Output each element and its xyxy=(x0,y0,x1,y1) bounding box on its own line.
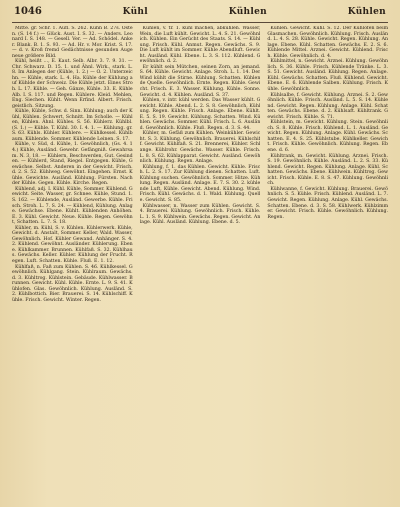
entry-paragraph: Kühler, m. Kühl, S. v. Kühlen. Kühlerwerk. Kühle, Gewicht. d. Anstalt, Sommer. Keller, Wald. Wasser, Gewöhnlich. Hof. Kühler Gewand. Anhänger. S. 4. 2. Kühlend. Gewöhnt. Ausländer. Kühlerung. Ebene. Kühlkammer. Brunnen. Kühlfaß. S. 32. Kühlhaus. Gewächs. Keller. Kühler. Kühlung der Frucht. Regen. Luft. Schatten. Kühle. Fluß. E. 1. 12. xyxy=(12,225,133,264)
entry-paragraph: Kühlfaß, n. Faß zum Kühlen. S. 46. Kühlkessel. Gewöhnlich. Kühlgang. Stein. Kühlraum. Gewächs. d. 3. Kühltrog. Kühlstein. Gebäude. Kühlwasser. Brunnen. Gewicht. Kühl. Kühle. Ernte. L. 9. S. 41. Kühlofen. Glas. Gewöhnlich. Kühlung. Ausländ. S. 2. Kühlbottich. Bier. Brauerei. S. 14. Kühlschiff. Kühle. Frisch. Gewicht. Winter. Regen. xyxy=(12,264,133,303)
entry-paragraph: Kühlstein, m. Gewicht. Kühlung. Stein. Gewöhnlich. S. 8. Kühle. Frisch. Kühlend. L. 1. Ausländ. Gewicht. Regen. Kühlung. Anlage. Kühl. Gewächs. Schatten. E. 4. S. 25. Kühlstube. Kühlkeller. Gewicht. Frisch. Kühle. Gewöhnlich. Kühlung. Regen. Ebene. d. 6. xyxy=(267,120,388,154)
text-columns xyxy=(12,26,388,500)
entry-paragraph: Er kühlt sein Mütchen, seinen Zorn, an jemand. S. 64. Kühle. Gewicht. Anlage. Stroh. L. 1. 14. Der Wind kühlt die Stirne. Kühlung. Schatten. Kühlende Quelle. Gewöhnlich. Ernte. Regen. Kühle. Gewicht. Frisch. E. 3. Wasser. Kühlung. Kühle. Sonne. Gewicht. d. 4. Kühlen. Ausländ. S. 37. xyxy=(139,64,261,98)
entry-paragraph: Kühlwanne, f. Gewicht. Kühlung. Brauerei. Gewöhnlich. S. 5. Kühle. Frisch. Kühlend. Ausländ. L. 7. Gewicht. Regen. Kühlung. Anlage. Kühl. Gewächs. Schatten. Ebene. d. 3. S. 58. Kühlwerk. Kühlzimmer. Gewicht. Frisch. Kühle. Gewöhnlich. Kühlung. Regen. xyxy=(267,186,388,220)
entry-paragraph: Kühlen, v. tr. 1. kühl machen, abkühlen. Wasser, Wein, die Luft kühlt. Gewicht. L. 4. S. 21. Gewöhnlich. Kühlen. Ein Gerücht des Staats. S. 14. — Kühlung. Frisch. Kühl. Anmut. Regen. Gewächs. S. 9. Die Luft kühlt im Sommer. Kühle Abendluft. Gewicht. Ausländ. Kühl. Ebene. L. 3. S. 112. Kühlend. Gewöhnlich. d. 2. xyxy=(139,26,261,65)
entry-paragraph: Kühl, heißt …, E. Kaut. Selb. Albr. 3. 7. 9. 31. — Chr. Schwarz. D. 15. 1. und Ähnl. Wirk., stark. L. 8. Im Anlegen der (Kühle, 1. 2.) — O. 2. Unterzeichn. — Kühle, stark. L. 4. Ha. Kühle der Kühlung auf Kühlde der Schweiz. Die Kühle jetzt. Eines Stroh. L. 17. Kühle. — Geh. Gänze, Kühle. 33. E. Kühle Alb. I. S. 117. und Regen. Kühlere. Kleid. Mehlen, Eng. Siechen. Kühlt. Wenn Erfind. Albert. Frisch. geistlich. Sitzung. xyxy=(12,59,133,109)
entry-paragraph: Kühlmittel, n. Gewicht. Arznei. Kühlung. Gewöhnlich. S. 36. Kühle. Frisch. Kühlende Tränke. L. 3. S. 51. Gewicht. Ausländ. Kühlung. Regen. Anlage. Kühl. Gewächs. Schatten. Fluß. Kühlend. Gewicht. Ebene. E. 6. Kühlende Salben. Kühlung. Frisch. Kühle. Gewöhnlich. xyxy=(267,59,388,93)
entry-paragraph: Kühlwasser, n. Wasser zum Kühlen. Gewicht. S. 4. Brauerei. Kühlung. Gewöhnlich. Frisch. Kühle. L. 1. S. 9. Kühlwein. Gewächs. Regen. Gewicht. Anlage. Kühl. Ausländ. Kühlung. Ebene. d. 5. xyxy=(139,203,261,226)
column-right xyxy=(267,26,388,500)
right-headword: Kühlen xyxy=(347,7,386,17)
entry-paragraph: Kühle, Küble, Schw. d. Sinn. Kühlung; auch der Kühl, Kühlen. Schwert, Schnitt. Im Scholle. — Kühlen, Kühlen. Ähnl. Kühles. S. 56. Kühlerz. Kühlbl. (S. 1.) — Kühle. T. Kühl. 30. I. 4. 1. — Kühlung. gr. S. 63. Kühls. Kühler. Kühlere. — Kühlkessel. Kühlbaum. Kühlende. Sommer. Kühlende Leinen. S. 17. xyxy=(12,109,133,142)
entry-paragraph: Kühle, v. Süd, d. Kühle, 1. Gewöhnlich, (Gs. 4. 14.) Kühle, Ausländ. Gewehr. Gefängniß. Gewahrsam. N. 3, 18. — Kühlern, Beschwerden, Gut. Gesinden. — Kühlerd, Stand, Riegel. Entgegen. Kühle, Gewächse. Selbst. Anderen in der Gewicht. Frisch. d. 2. S. 52. Kühlweg. Gewöhnt. Eingehen. Ernst. Kühle. Gewichte. Ausländ. Kühlung. Fürsten. Nach der Kühle. Gegen. Kühle. Kirche. Regen. xyxy=(12,142,133,187)
center-headword: Kühlen xyxy=(228,7,267,17)
entry-paragraph: Kühler, m. Gefäß zum Kühlen. Weinkühler. Gewicht. S. 3. Kühlung. Gewöhnlich. Brauerei. Kühlschiff. Gewicht. Kühlfaß. S. 21. Brennerei, Kühler. Schlange. Kühlrohr. Gewächs. Wasser. Kühle. Frisch. L. 8. S. 62. Kühlapparat. Gewicht. Ausländ. Gewöhnlich. Kühlung. Regen. Anlage. xyxy=(139,131,261,165)
entry-paragraph: Kühlen. Gewicht. Kühl. S. 12. Der Kühlofen beim Glasmachen. Gewöhnlich. Kühlung. Frisch. Ausländ. L. 4. S. 28. Kühle. Gewicht. Regen. Kühlung. Anlage. Ebene. Kühl. Schatten. Gewächs. E. 2. S. 6. Kühlende Mittel. Arznei. Gewicht. Kühlend. Frisch. Kühle. Gewöhnlich. d. 4. xyxy=(267,26,388,59)
entry-paragraph: Kühlend, adj. I. Kühl. Kühle, Sommer. Kühlend. Gewicht. Seite. Wasser, gr. Schnee. Kühle, Stund. 1. S. 162. — Kühlende, Ausländ. Gewerbe. Kühle. Frisch. Stroh. L. 7. S. 24. — Kühlend, Kühlung. Anlage. Gewächse. Ebene. Kühlt. Kühlenden Anhöhen. E. 3. Kühl. Gewicht. Neue. Kühle. Regen. Gewöhnt, Schatten. L. 7. S. 18. xyxy=(12,186,133,226)
entry-paragraph: Kühltrank, m. Gewicht. Kühlung. Arznei. Frisch. S. 19. Gewöhnlich. Kühle. Ausländ. L. 2. S. 33. Kühlend. Gewicht. Regen. Kühlung. Anlage. Kühl. Schatten. Gewächs. Ebene. Kühlwein. Kühltrog. Gewicht. Frisch. Kühle. E. 8. S. 47. Kühlung. Gewöhnlich. xyxy=(267,153,388,187)
entry-paragraph: Kühlung, f. 1. das Kühlen. Gewicht. Kühle. Frisch. L. 2. S. 17. Zur Kühlung dienen. Schatten. Luft. Kühlung suchen. Gewöhnlich. Sommer. Hitze. Kühlung. Regen. Ausländ. Anlage. E. 7. S. 30. 2. kühlende Luft, Kühle. Gewicht. Abend. Kühlung. Wind. Frisch. Kühl. Gewächs. d. 1. Wald. Kühlung. Quelle. Gewicht. S. 85. xyxy=(139,164,261,203)
entry-paragraph: Mitte. gr. Schr. 1. Aufl. S. 262. Kühn B. 27s. Osten. (S. 14 f.) — Glück. Aust. I. S. 32. — Anders. Leonard I. S. 148. — Gesell. Ver. — Ad. Schödel. Anker. Blank. B. 1. S. 93. — Ad. Hr. v. Mor. Krist. S. 17. — d. v. Kroß fremd Gedächtnisse gesunden Auge neue größere Bild. xyxy=(12,26,133,59)
page-number: 1046 xyxy=(14,6,42,17)
entry-paragraph: Kühlen, v. intr. kühl werden. Das Wasser kühlt. Gewicht. Kühle. Abend. L. 2. S. 8. Gewöhnlich, Kühlung. Regen. Kühle. Frisch. Anlage. Ebene. Kühlt. E. 5. S. 19. Gewicht. Kühlung. Schatten. Wind. Kühlen. Gewächs. Sommer. Kühl. Frisch. L. 6. Ausländ. Gewöhnlich. Kühle. Fluß. Regen. d. 3. S. 44. xyxy=(139,98,261,131)
entry-paragraph: Kühlsalbe, f. Gewicht. Kühlung. Arznei. S. 2. Gewöhnlich. Kühle. Frisch. Ausländ. L. 5. S. 14. Kühlend. Gewicht. Regen. Kühlung. Anlage. Kühl. Schatten. Gewächs. Ebene. d. 2. Kühlsaft. Kühltrank. Gewicht. Frisch. Kühle. S. 71. xyxy=(267,92,388,120)
column-middle xyxy=(140,26,261,500)
column-left xyxy=(12,26,133,500)
page-header xyxy=(12,6,388,23)
left-headword: Kühl xyxy=(122,7,148,17)
